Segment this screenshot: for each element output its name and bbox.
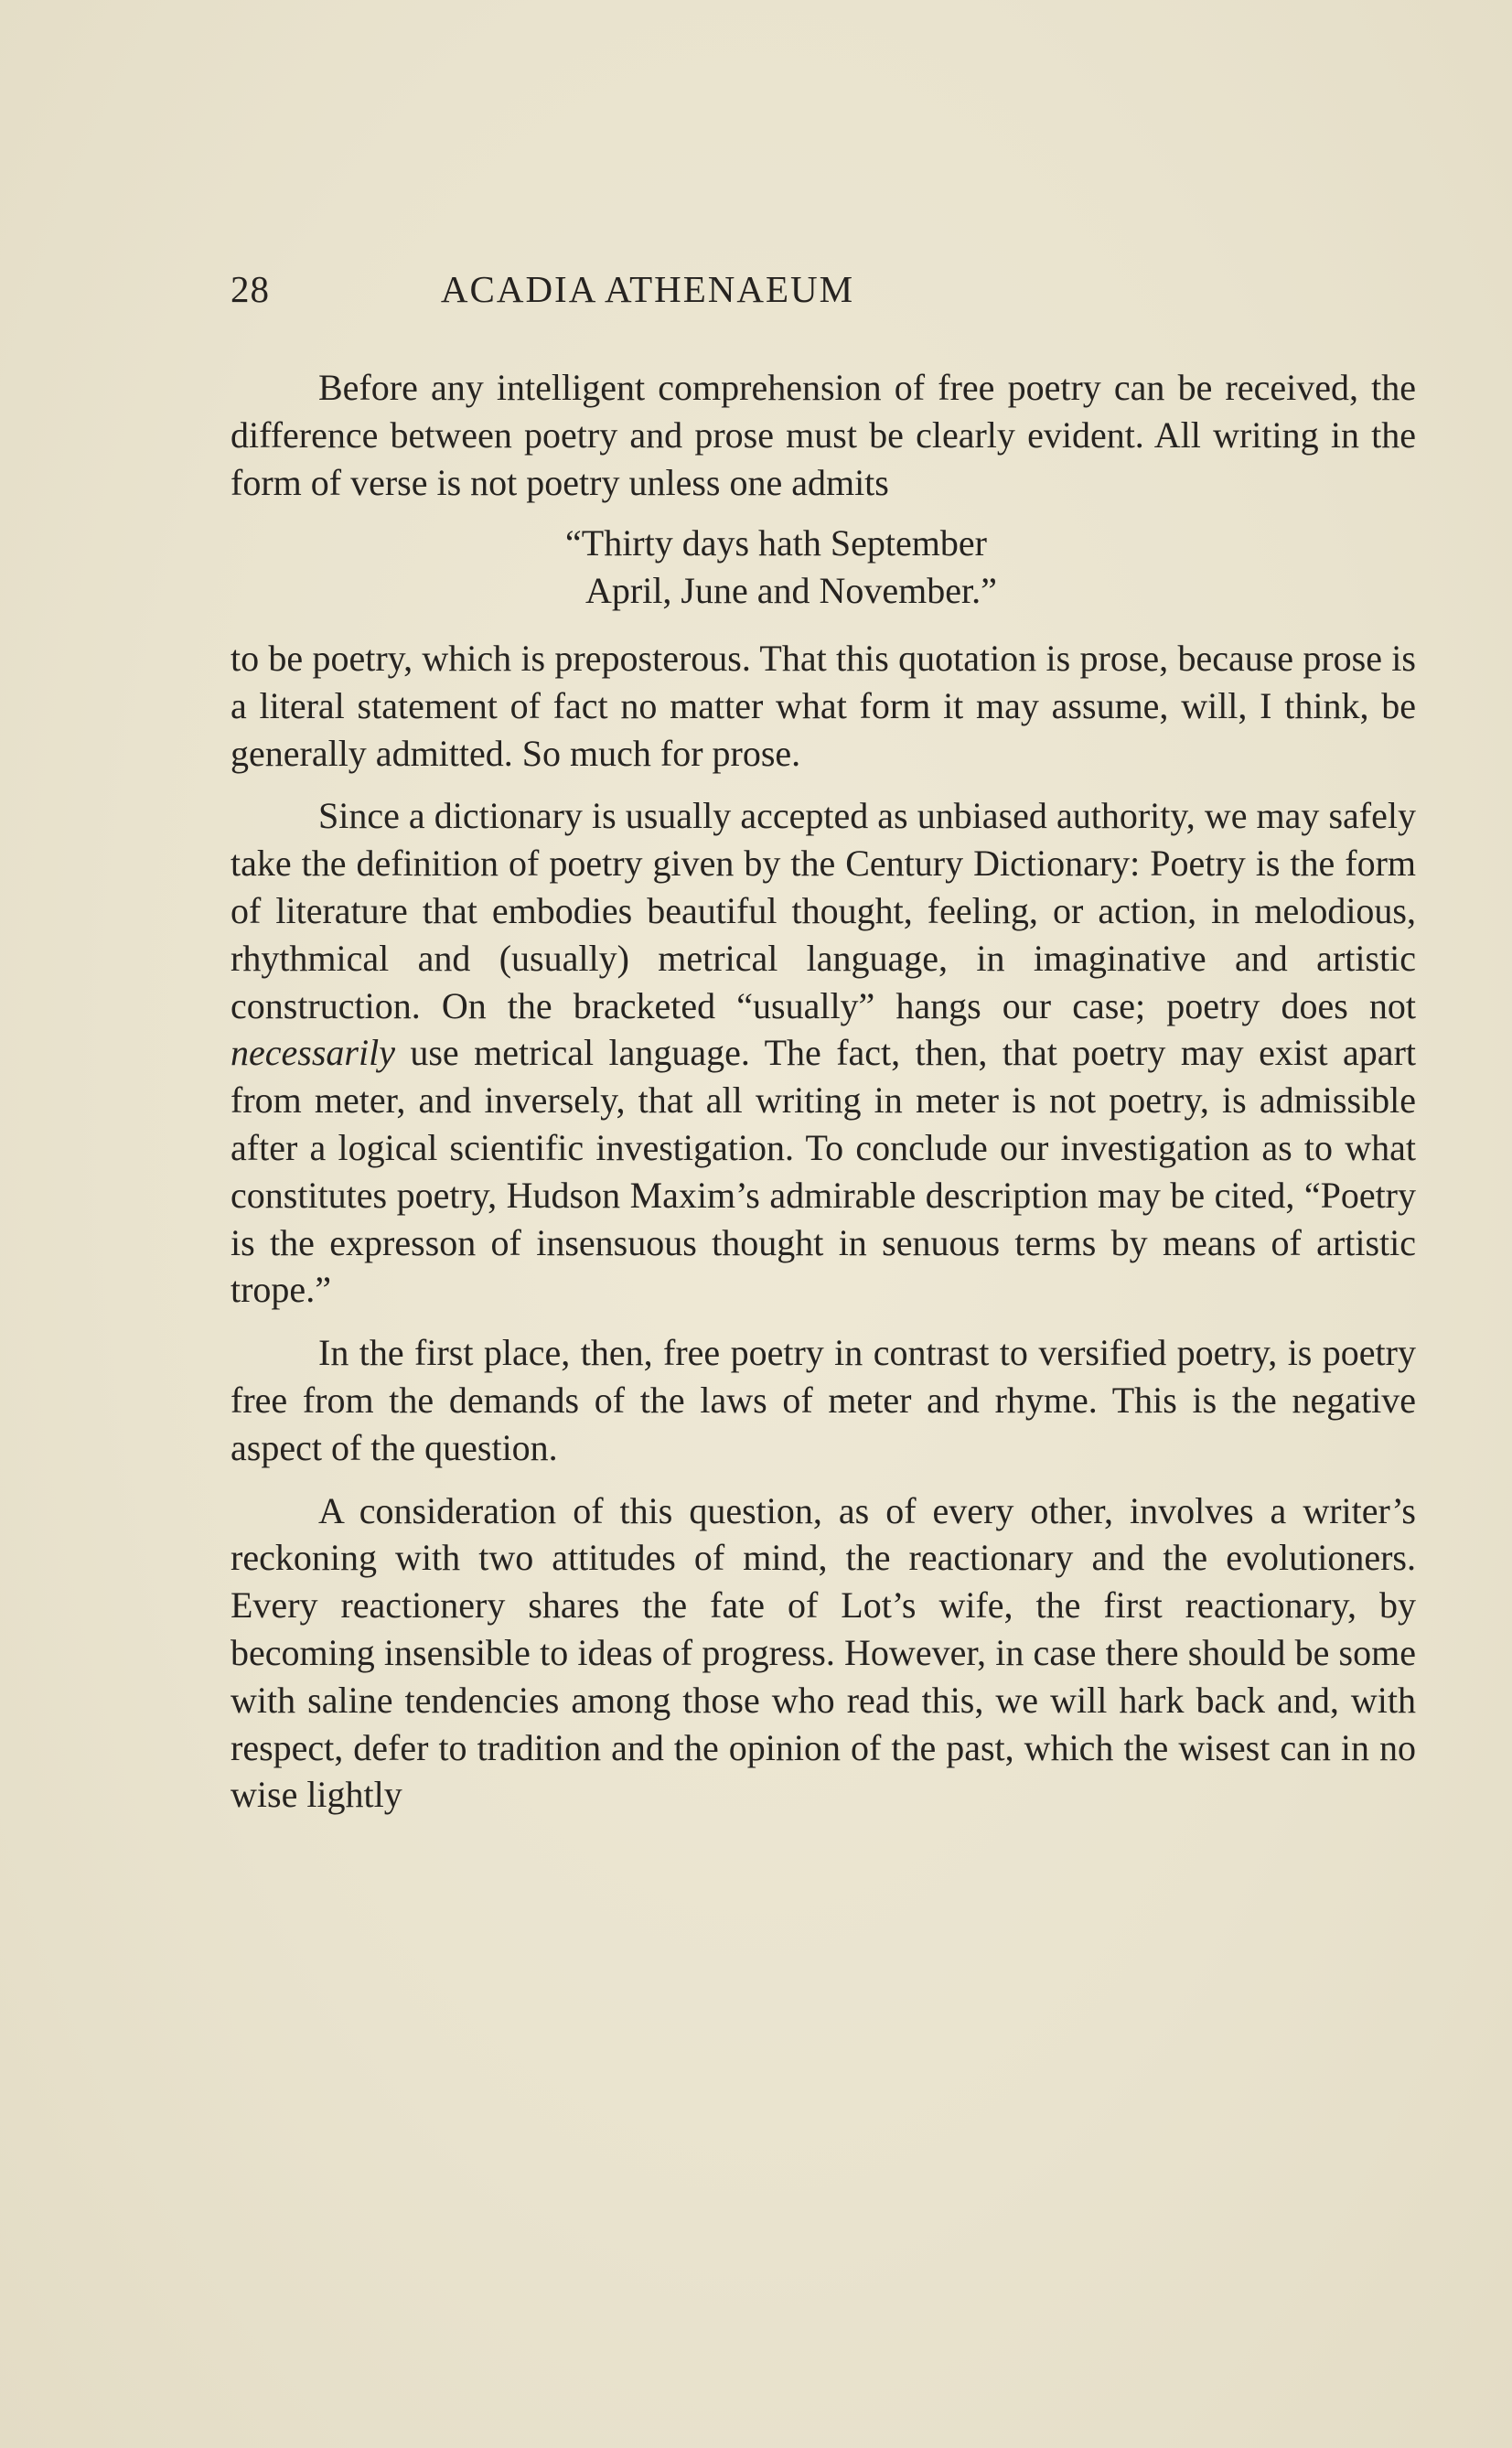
paragraph-3-text-start: Since a dictionary is usually accepted as unbiased authority, we may safely take the definition of poetry given by the Century Dictionary: Poetry is the form of literature that embodies beautiful thought, feeling, or action, in melodious, rhythmical and (usually) metrical language, in imaginative and artistic construction. On the bracketed “usually” hangs our case; poetry does not: [231, 795, 1416, 1026]
quote-line-1: “Thirty days hath September: [565, 522, 987, 564]
emphasized-word: necessarily: [231, 1032, 395, 1074]
page-header: [231, 267, 1065, 322]
running-title: ACADIA ATHENAEUM: [440, 268, 855, 310]
body-text: [231, 364, 1416, 1819]
paragraph-3-text-end: use metrical language. The fact, then, that poetry may exist apart from meter, and inversely, that all writing in meter is not poetry, is admissible after a logical scientific investigation. To conclude our investigation as to what constitutes poetry, Hudson Maxim’s admirable description may be cited, “Poetry is the expresson of insensuous thought in senuous terms by means of artistic trope.”: [231, 1032, 1416, 1311]
verse-quotation: [565, 520, 1416, 615]
paragraph-2: to be poetry, which is preposterous. That this quotation is prose, because prose is a literal statement of fact no matter what form it may assume, will, I think, be generally admitted. So much for prose.: [231, 637, 1416, 774]
paragraph-5: A consideration of this question, as of every other, involves a writer’s reckoning with two attitudes of mind, the reactionary and the evolutioners. Every reactionery shares the fate of Lot’s wife, the first reactionary, by becoming insensible to ideas of progress. However, in case there should be some with saline tendencies among those who read this, we will hark back and, with respect, defer to tradition and the opinion of the past, which the wisest can in no wise lightly: [231, 1489, 1416, 1816]
paragraph-3: [231, 792, 1416, 1314]
page-number: 28: [231, 268, 270, 310]
paragraph-4: In the first place, then, free poetry in contrast to versified poetry, is poetry free from the demands of the laws of meter and rhyme. This is the negative aspect of the question.: [231, 1332, 1416, 1468]
paragraph-1: Before any intelligent comprehension of free poetry can be received, the difference between poetry and prose must be clearly evident. All writing in the form of verse is not poetry unless one admits: [231, 367, 1416, 503]
quote-line-2: April, June and November.”: [585, 570, 997, 612]
